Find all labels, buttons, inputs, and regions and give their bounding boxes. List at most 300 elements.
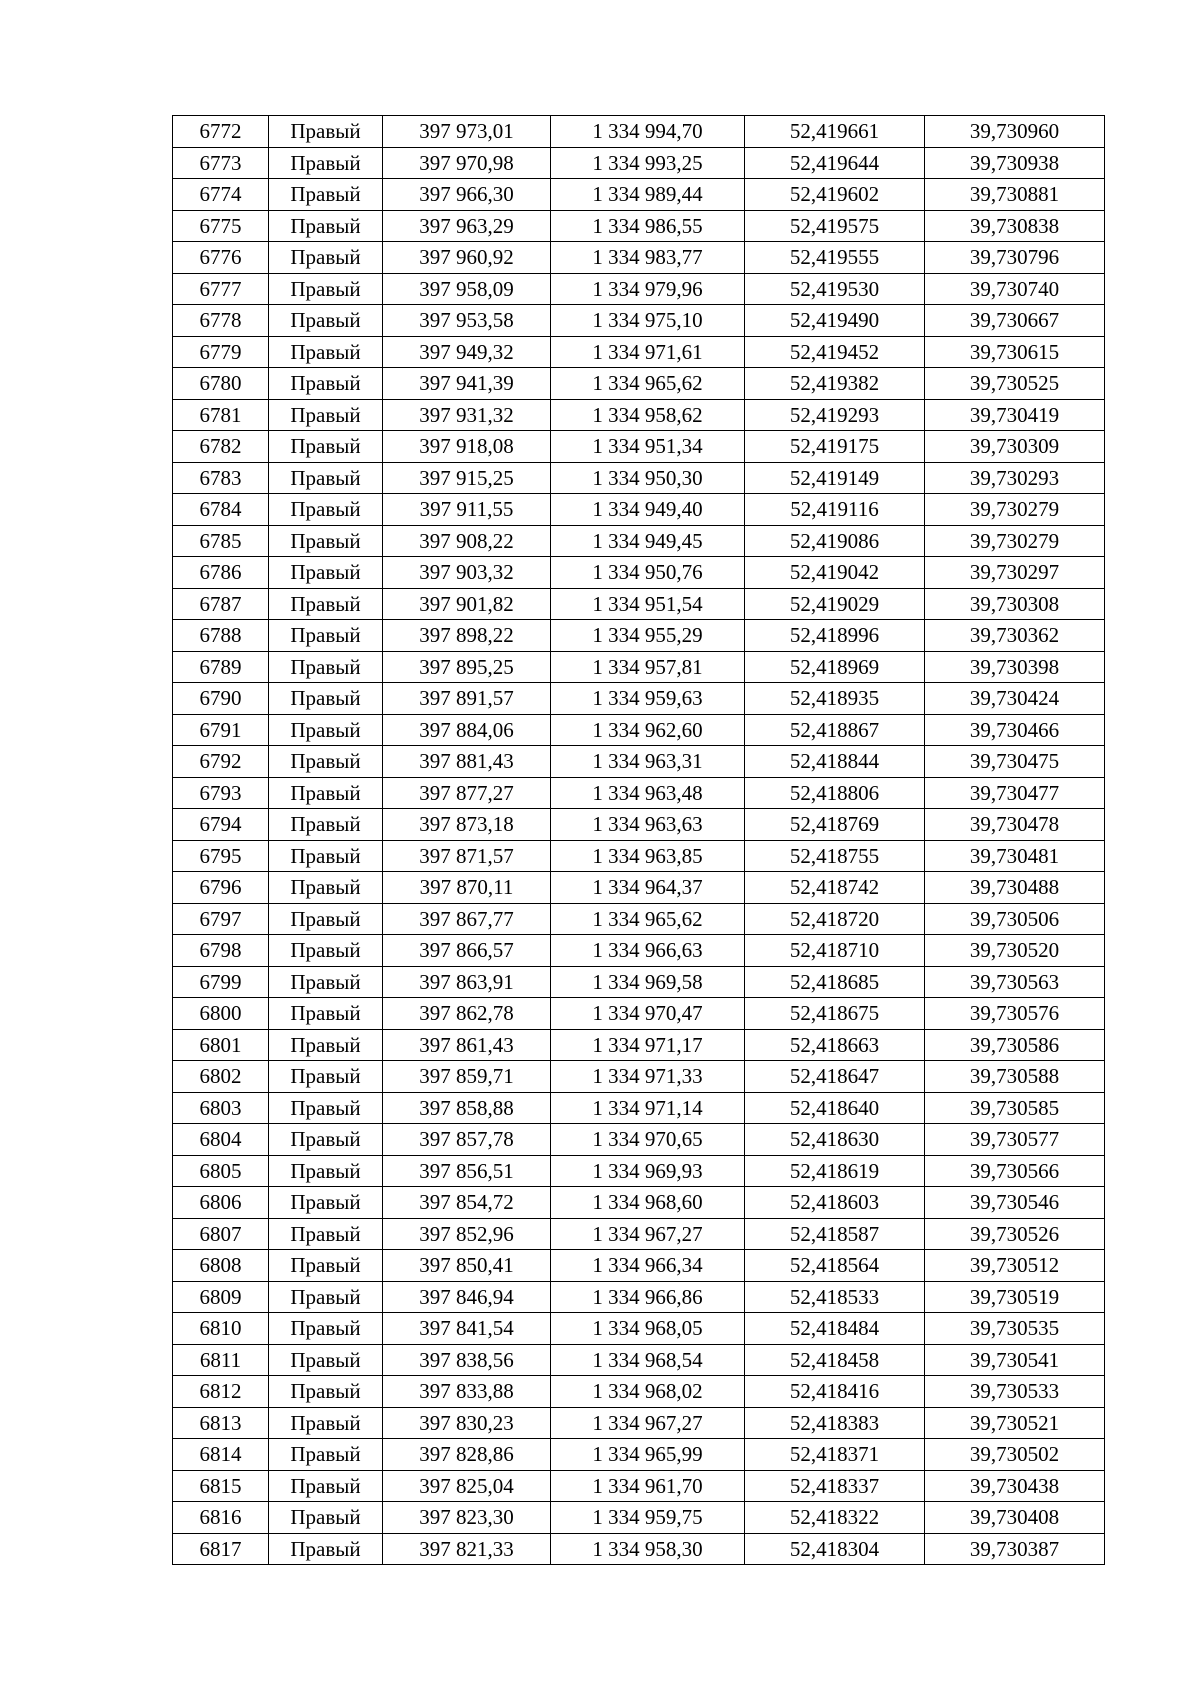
point-number-cell: 6793: [173, 777, 269, 809]
point-number-cell: 6786: [173, 557, 269, 589]
x-coordinate-cell: 397 852,96: [383, 1218, 551, 1250]
table-row: [173, 525, 1105, 557]
side-cell: Правый: [269, 1250, 383, 1282]
longitude-cell: 39,730881: [925, 179, 1105, 211]
longitude-cell: 39,730566: [925, 1155, 1105, 1187]
x-coordinate-cell: 397 850,41: [383, 1250, 551, 1282]
latitude-cell: 52,418663: [745, 1029, 925, 1061]
point-number-cell: 6813: [173, 1407, 269, 1439]
table-row: [173, 557, 1105, 589]
latitude-cell: 52,418969: [745, 651, 925, 683]
y-coordinate-cell: 1 334 968,05: [551, 1313, 745, 1345]
table-row: [173, 273, 1105, 305]
y-coordinate-cell: 1 334 967,27: [551, 1407, 745, 1439]
point-number-cell: 6798: [173, 935, 269, 967]
table-row: [173, 1407, 1105, 1439]
y-coordinate-cell: 1 334 963,48: [551, 777, 745, 809]
y-coordinate-cell: 1 334 971,33: [551, 1061, 745, 1093]
point-number-cell: 6775: [173, 210, 269, 242]
point-number-cell: 6776: [173, 242, 269, 274]
x-coordinate-cell: 397 830,23: [383, 1407, 551, 1439]
coordinates-table: [172, 115, 1105, 1565]
latitude-cell: 52,418619: [745, 1155, 925, 1187]
longitude-cell: 39,730438: [925, 1470, 1105, 1502]
side-cell: Правый: [269, 809, 383, 841]
latitude-cell: 52,419575: [745, 210, 925, 242]
side-cell: Правый: [269, 840, 383, 872]
table-row: [173, 210, 1105, 242]
x-coordinate-cell: 397 963,29: [383, 210, 551, 242]
x-coordinate-cell: 397 823,30: [383, 1502, 551, 1534]
side-cell: Правый: [269, 935, 383, 967]
x-coordinate-cell: 397 970,98: [383, 147, 551, 179]
longitude-cell: 39,730478: [925, 809, 1105, 841]
table-row: [173, 1470, 1105, 1502]
y-coordinate-cell: 1 334 989,44: [551, 179, 745, 211]
point-number-cell: 6805: [173, 1155, 269, 1187]
table-row: [173, 1344, 1105, 1376]
table-row: [173, 1092, 1105, 1124]
x-coordinate-cell: 397 898,22: [383, 620, 551, 652]
y-coordinate-cell: 1 334 965,99: [551, 1439, 745, 1471]
longitude-cell: 39,730293: [925, 462, 1105, 494]
x-coordinate-cell: 397 884,06: [383, 714, 551, 746]
x-coordinate-cell: 397 858,88: [383, 1092, 551, 1124]
y-coordinate-cell: 1 334 958,62: [551, 399, 745, 431]
table-row: [173, 399, 1105, 431]
table-row: [173, 966, 1105, 998]
table-row: [173, 1155, 1105, 1187]
y-coordinate-cell: 1 334 986,55: [551, 210, 745, 242]
longitude-cell: 39,730309: [925, 431, 1105, 463]
x-coordinate-cell: 397 966,30: [383, 179, 551, 211]
y-coordinate-cell: 1 334 971,14: [551, 1092, 745, 1124]
side-cell: Правый: [269, 1533, 383, 1565]
y-coordinate-cell: 1 334 971,17: [551, 1029, 745, 1061]
point-number-cell: 6812: [173, 1376, 269, 1408]
y-coordinate-cell: 1 334 966,86: [551, 1281, 745, 1313]
longitude-cell: 39,730387: [925, 1533, 1105, 1565]
point-number-cell: 6785: [173, 525, 269, 557]
side-cell: Правый: [269, 1502, 383, 1534]
latitude-cell: 52,418304: [745, 1533, 925, 1565]
x-coordinate-cell: 397 931,32: [383, 399, 551, 431]
longitude-cell: 39,730398: [925, 651, 1105, 683]
latitude-cell: 52,418720: [745, 903, 925, 935]
y-coordinate-cell: 1 334 965,62: [551, 368, 745, 400]
latitude-cell: 52,418371: [745, 1439, 925, 1471]
table-row: [173, 1502, 1105, 1534]
table-row: [173, 431, 1105, 463]
table-row: [173, 1533, 1105, 1565]
latitude-cell: 52,419029: [745, 588, 925, 620]
side-cell: Правый: [269, 494, 383, 526]
point-number-cell: 6781: [173, 399, 269, 431]
point-number-cell: 6816: [173, 1502, 269, 1534]
latitude-cell: 52,418484: [745, 1313, 925, 1345]
point-number-cell: 6789: [173, 651, 269, 683]
table-row: [173, 746, 1105, 778]
point-number-cell: 6788: [173, 620, 269, 652]
point-number-cell: 6804: [173, 1124, 269, 1156]
side-cell: Правый: [269, 683, 383, 715]
x-coordinate-cell: 397 895,25: [383, 651, 551, 683]
y-coordinate-cell: 1 334 966,34: [551, 1250, 745, 1282]
table-row: [173, 462, 1105, 494]
y-coordinate-cell: 1 334 993,25: [551, 147, 745, 179]
longitude-cell: 39,730541: [925, 1344, 1105, 1376]
longitude-cell: 39,730960: [925, 116, 1105, 148]
y-coordinate-cell: 1 334 964,37: [551, 872, 745, 904]
point-number-cell: 6773: [173, 147, 269, 179]
y-coordinate-cell: 1 334 963,31: [551, 746, 745, 778]
side-cell: Правый: [269, 1155, 383, 1187]
side-cell: Правый: [269, 1470, 383, 1502]
y-coordinate-cell: 1 334 963,63: [551, 809, 745, 841]
side-cell: Правый: [269, 116, 383, 148]
table-row: [173, 683, 1105, 715]
side-cell: Правый: [269, 588, 383, 620]
table-row: [173, 1439, 1105, 1471]
table-row: [173, 368, 1105, 400]
y-coordinate-cell: 1 334 969,58: [551, 966, 745, 998]
longitude-cell: 39,730740: [925, 273, 1105, 305]
longitude-cell: 39,730466: [925, 714, 1105, 746]
point-number-cell: 6782: [173, 431, 269, 463]
latitude-cell: 52,418769: [745, 809, 925, 841]
point-number-cell: 6783: [173, 462, 269, 494]
side-cell: Правый: [269, 1092, 383, 1124]
table-row: [173, 336, 1105, 368]
longitude-cell: 39,730588: [925, 1061, 1105, 1093]
longitude-cell: 39,730796: [925, 242, 1105, 274]
longitude-cell: 39,730279: [925, 525, 1105, 557]
longitude-cell: 39,730576: [925, 998, 1105, 1030]
y-coordinate-cell: 1 334 966,63: [551, 935, 745, 967]
point-number-cell: 6803: [173, 1092, 269, 1124]
latitude-cell: 52,418755: [745, 840, 925, 872]
table-row: [173, 179, 1105, 211]
side-cell: Правый: [269, 872, 383, 904]
latitude-cell: 52,418383: [745, 1407, 925, 1439]
side-cell: Правый: [269, 242, 383, 274]
side-cell: Правый: [269, 714, 383, 746]
longitude-cell: 39,730546: [925, 1187, 1105, 1219]
side-cell: Правый: [269, 1281, 383, 1313]
y-coordinate-cell: 1 334 962,60: [551, 714, 745, 746]
latitude-cell: 52,419175: [745, 431, 925, 463]
longitude-cell: 39,730667: [925, 305, 1105, 337]
longitude-cell: 39,730533: [925, 1376, 1105, 1408]
point-number-cell: 6777: [173, 273, 269, 305]
y-coordinate-cell: 1 334 970,47: [551, 998, 745, 1030]
point-number-cell: 6808: [173, 1250, 269, 1282]
side-cell: Правый: [269, 336, 383, 368]
longitude-cell: 39,730512: [925, 1250, 1105, 1282]
point-number-cell: 6780: [173, 368, 269, 400]
longitude-cell: 39,730419: [925, 399, 1105, 431]
side-cell: Правый: [269, 1313, 383, 1345]
side-cell: Правый: [269, 431, 383, 463]
point-number-cell: 6774: [173, 179, 269, 211]
x-coordinate-cell: 397 828,86: [383, 1439, 551, 1471]
y-coordinate-cell: 1 334 958,30: [551, 1533, 745, 1565]
y-coordinate-cell: 1 334 983,77: [551, 242, 745, 274]
longitude-cell: 39,730838: [925, 210, 1105, 242]
x-coordinate-cell: 397 846,94: [383, 1281, 551, 1313]
x-coordinate-cell: 397 833,88: [383, 1376, 551, 1408]
latitude-cell: 52,418867: [745, 714, 925, 746]
side-cell: Правый: [269, 1124, 383, 1156]
table-row: [173, 903, 1105, 935]
longitude-cell: 39,730615: [925, 336, 1105, 368]
latitude-cell: 52,418742: [745, 872, 925, 904]
y-coordinate-cell: 1 334 970,65: [551, 1124, 745, 1156]
x-coordinate-cell: 397 867,77: [383, 903, 551, 935]
point-number-cell: 6799: [173, 966, 269, 998]
table-row: [173, 305, 1105, 337]
y-coordinate-cell: 1 334 951,34: [551, 431, 745, 463]
side-cell: Правый: [269, 557, 383, 589]
latitude-cell: 52,418710: [745, 935, 925, 967]
point-number-cell: 6791: [173, 714, 269, 746]
point-number-cell: 6795: [173, 840, 269, 872]
side-cell: Правый: [269, 1344, 383, 1376]
y-coordinate-cell: 1 334 994,70: [551, 116, 745, 148]
side-cell: Правый: [269, 399, 383, 431]
longitude-cell: 39,730521: [925, 1407, 1105, 1439]
table-row: [173, 872, 1105, 904]
y-coordinate-cell: 1 334 957,81: [551, 651, 745, 683]
latitude-cell: 52,419086: [745, 525, 925, 557]
longitude-cell: 39,730502: [925, 1439, 1105, 1471]
table-row: [173, 935, 1105, 967]
point-number-cell: 6792: [173, 746, 269, 778]
table-row: [173, 620, 1105, 652]
point-number-cell: 6778: [173, 305, 269, 337]
latitude-cell: 52,418458: [745, 1344, 925, 1376]
table-row: [173, 651, 1105, 683]
x-coordinate-cell: 397 881,43: [383, 746, 551, 778]
x-coordinate-cell: 397 841,54: [383, 1313, 551, 1345]
longitude-cell: 39,730408: [925, 1502, 1105, 1534]
latitude-cell: 52,418603: [745, 1187, 925, 1219]
point-number-cell: 6814: [173, 1439, 269, 1471]
side-cell: Правый: [269, 368, 383, 400]
y-coordinate-cell: 1 334 975,10: [551, 305, 745, 337]
table-row: [173, 1281, 1105, 1313]
table-row: [173, 242, 1105, 274]
y-coordinate-cell: 1 334 950,30: [551, 462, 745, 494]
longitude-cell: 39,730488: [925, 872, 1105, 904]
x-coordinate-cell: 397 941,39: [383, 368, 551, 400]
table-row: [173, 1124, 1105, 1156]
side-cell: Правый: [269, 998, 383, 1030]
x-coordinate-cell: 397 825,04: [383, 1470, 551, 1502]
longitude-cell: 39,730938: [925, 147, 1105, 179]
latitude-cell: 52,418996: [745, 620, 925, 652]
coordinates-table-body: [173, 116, 1105, 1565]
x-coordinate-cell: 397 960,92: [383, 242, 551, 274]
x-coordinate-cell: 397 862,78: [383, 998, 551, 1030]
point-number-cell: 6790: [173, 683, 269, 715]
longitude-cell: 39,730535: [925, 1313, 1105, 1345]
longitude-cell: 39,730520: [925, 935, 1105, 967]
y-coordinate-cell: 1 334 949,45: [551, 525, 745, 557]
longitude-cell: 39,730279: [925, 494, 1105, 526]
x-coordinate-cell: 397 911,55: [383, 494, 551, 526]
side-cell: Правый: [269, 1029, 383, 1061]
longitude-cell: 39,730424: [925, 683, 1105, 715]
point-number-cell: 6794: [173, 809, 269, 841]
latitude-cell: 52,419555: [745, 242, 925, 274]
side-cell: Правый: [269, 210, 383, 242]
latitude-cell: 52,419661: [745, 116, 925, 148]
latitude-cell: 52,418587: [745, 1218, 925, 1250]
table-row: [173, 809, 1105, 841]
side-cell: Правый: [269, 273, 383, 305]
y-coordinate-cell: 1 334 959,63: [551, 683, 745, 715]
latitude-cell: 52,418647: [745, 1061, 925, 1093]
latitude-cell: 52,419490: [745, 305, 925, 337]
latitude-cell: 52,419149: [745, 462, 925, 494]
point-number-cell: 6807: [173, 1218, 269, 1250]
latitude-cell: 52,419602: [745, 179, 925, 211]
latitude-cell: 52,418640: [745, 1092, 925, 1124]
longitude-cell: 39,730563: [925, 966, 1105, 998]
y-coordinate-cell: 1 334 968,60: [551, 1187, 745, 1219]
side-cell: Правый: [269, 903, 383, 935]
y-coordinate-cell: 1 334 951,54: [551, 588, 745, 620]
y-coordinate-cell: 1 334 968,54: [551, 1344, 745, 1376]
latitude-cell: 52,418416: [745, 1376, 925, 1408]
y-coordinate-cell: 1 334 955,29: [551, 620, 745, 652]
point-number-cell: 6806: [173, 1187, 269, 1219]
x-coordinate-cell: 397 857,78: [383, 1124, 551, 1156]
latitude-cell: 52,419644: [745, 147, 925, 179]
table-row: [173, 1313, 1105, 1345]
point-number-cell: 6810: [173, 1313, 269, 1345]
y-coordinate-cell: 1 334 959,75: [551, 1502, 745, 1534]
x-coordinate-cell: 397 873,18: [383, 809, 551, 841]
side-cell: Правый: [269, 525, 383, 557]
x-coordinate-cell: 397 866,57: [383, 935, 551, 967]
y-coordinate-cell: 1 334 961,70: [551, 1470, 745, 1502]
x-coordinate-cell: 397 838,56: [383, 1344, 551, 1376]
y-coordinate-cell: 1 334 969,93: [551, 1155, 745, 1187]
x-coordinate-cell: 397 958,09: [383, 273, 551, 305]
side-cell: Правый: [269, 777, 383, 809]
point-number-cell: 6811: [173, 1344, 269, 1376]
latitude-cell: 52,418630: [745, 1124, 925, 1156]
point-number-cell: 6809: [173, 1281, 269, 1313]
x-coordinate-cell: 397 870,11: [383, 872, 551, 904]
side-cell: Правый: [269, 179, 383, 211]
side-cell: Правый: [269, 1218, 383, 1250]
table-row: [173, 998, 1105, 1030]
x-coordinate-cell: 397 949,32: [383, 336, 551, 368]
x-coordinate-cell: 397 901,82: [383, 588, 551, 620]
side-cell: Правый: [269, 462, 383, 494]
side-cell: Правый: [269, 1407, 383, 1439]
point-number-cell: 6779: [173, 336, 269, 368]
y-coordinate-cell: 1 334 979,96: [551, 273, 745, 305]
point-number-cell: 6801: [173, 1029, 269, 1061]
x-coordinate-cell: 397 915,25: [383, 462, 551, 494]
latitude-cell: 52,419042: [745, 557, 925, 589]
latitude-cell: 52,419293: [745, 399, 925, 431]
longitude-cell: 39,730526: [925, 1218, 1105, 1250]
longitude-cell: 39,730519: [925, 1281, 1105, 1313]
table-row: [173, 840, 1105, 872]
longitude-cell: 39,730481: [925, 840, 1105, 872]
side-cell: Правый: [269, 651, 383, 683]
x-coordinate-cell: 397 891,57: [383, 683, 551, 715]
latitude-cell: 52,419452: [745, 336, 925, 368]
y-coordinate-cell: 1 334 950,76: [551, 557, 745, 589]
latitude-cell: 52,419382: [745, 368, 925, 400]
x-coordinate-cell: 397 861,43: [383, 1029, 551, 1061]
latitude-cell: 52,419116: [745, 494, 925, 526]
table-row: [173, 777, 1105, 809]
table-row: [173, 116, 1105, 148]
side-cell: Правый: [269, 746, 383, 778]
y-coordinate-cell: 1 334 965,62: [551, 903, 745, 935]
point-number-cell: 6800: [173, 998, 269, 1030]
point-number-cell: 6772: [173, 116, 269, 148]
longitude-cell: 39,730577: [925, 1124, 1105, 1156]
latitude-cell: 52,418564: [745, 1250, 925, 1282]
side-cell: Правый: [269, 620, 383, 652]
table-row: [173, 1187, 1105, 1219]
side-cell: Правый: [269, 1187, 383, 1219]
longitude-cell: 39,730308: [925, 588, 1105, 620]
x-coordinate-cell: 397 903,32: [383, 557, 551, 589]
side-cell: Правый: [269, 1061, 383, 1093]
y-coordinate-cell: 1 334 971,61: [551, 336, 745, 368]
side-cell: Правый: [269, 147, 383, 179]
longitude-cell: 39,730585: [925, 1092, 1105, 1124]
table-row: [173, 1029, 1105, 1061]
x-coordinate-cell: 397 973,01: [383, 116, 551, 148]
x-coordinate-cell: 397 863,91: [383, 966, 551, 998]
table-row: [173, 1250, 1105, 1282]
latitude-cell: 52,418806: [745, 777, 925, 809]
latitude-cell: 52,418337: [745, 1470, 925, 1502]
x-coordinate-cell: 397 918,08: [383, 431, 551, 463]
table-row: [173, 1061, 1105, 1093]
x-coordinate-cell: 397 908,22: [383, 525, 551, 557]
table-row: [173, 147, 1105, 179]
y-coordinate-cell: 1 334 967,27: [551, 1218, 745, 1250]
x-coordinate-cell: 397 953,58: [383, 305, 551, 337]
table-row: [173, 494, 1105, 526]
longitude-cell: 39,730297: [925, 557, 1105, 589]
longitude-cell: 39,730525: [925, 368, 1105, 400]
latitude-cell: 52,418935: [745, 683, 925, 715]
latitude-cell: 52,418675: [745, 998, 925, 1030]
table-row: [173, 714, 1105, 746]
x-coordinate-cell: 397 821,33: [383, 1533, 551, 1565]
x-coordinate-cell: 397 856,51: [383, 1155, 551, 1187]
latitude-cell: 52,418322: [745, 1502, 925, 1534]
point-number-cell: 6784: [173, 494, 269, 526]
x-coordinate-cell: 397 877,27: [383, 777, 551, 809]
table-row: [173, 588, 1105, 620]
longitude-cell: 39,730362: [925, 620, 1105, 652]
latitude-cell: 52,419530: [745, 273, 925, 305]
side-cell: Правый: [269, 305, 383, 337]
